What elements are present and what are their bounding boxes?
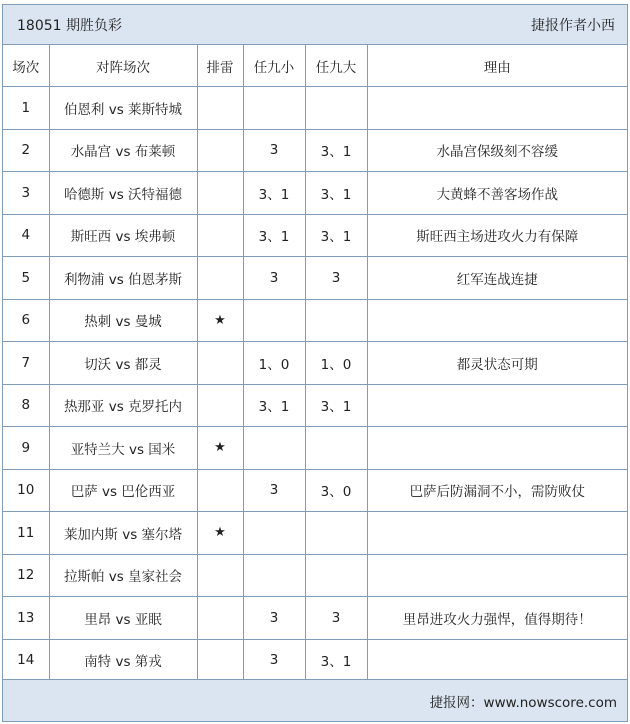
cell-match: 水晶宫 vs 布莱顿 [49, 129, 197, 172]
sheet-title: 18051 期胜负彩 [17, 17, 122, 34]
cell-small: 3 [243, 469, 305, 512]
cell-match: 伯恩利 vs 莱斯特城 [49, 87, 197, 130]
cell-big [305, 299, 367, 342]
cell-mine [197, 639, 243, 682]
author-label: 捷报作者小西 [531, 17, 615, 34]
table-row [3, 342, 627, 385]
cell-reason [367, 87, 627, 130]
cell-big: 3、1 [305, 129, 367, 172]
cell-reason: 巴萨后防漏洞不小，需防败仗 [367, 469, 627, 512]
cell-mine: ★ [197, 299, 243, 342]
cell-mine: ★ [197, 427, 243, 470]
cell-no: 5 [3, 257, 49, 300]
cell-match: 莱加内斯 vs 塞尔塔 [49, 512, 197, 555]
cell-mine [197, 342, 243, 385]
table-row [3, 214, 627, 257]
cell-small: 3 [243, 597, 305, 640]
table-row [3, 427, 627, 470]
cell-mine [197, 554, 243, 597]
cell-mine [197, 129, 243, 172]
lottery-sheet [2, 4, 628, 722]
cell-match: 亚特兰大 vs 国米 [49, 427, 197, 470]
cell-big: 1、0 [305, 342, 367, 385]
table-row [3, 172, 627, 215]
cell-big [305, 87, 367, 130]
cell-small: 3、1 [243, 384, 305, 427]
cell-mine [197, 597, 243, 640]
cell-match: 切沃 vs 都灵 [49, 342, 197, 385]
cell-no: 14 [3, 639, 49, 682]
match-table [3, 45, 627, 682]
cell-small: 3 [243, 129, 305, 172]
cell-small: 3、1 [243, 172, 305, 215]
cell-reason: 斯旺西主场进攻火力有保障 [367, 214, 627, 257]
cell-no: 7 [3, 342, 49, 385]
cell-reason: 都灵状态可期 [367, 342, 627, 385]
table-row [3, 469, 627, 512]
col-header-reason: 理由 [367, 45, 627, 87]
col-header-mine: 排雷 [197, 45, 243, 87]
cell-big: 3、1 [305, 639, 367, 682]
cell-reason [367, 384, 627, 427]
cell-no: 11 [3, 512, 49, 555]
cell-mine [197, 384, 243, 427]
header-row [3, 45, 627, 87]
cell-reason: 大黄蜂不善客场作战 [367, 172, 627, 215]
cell-big: 3 [305, 257, 367, 300]
cell-mine: ★ [197, 512, 243, 555]
cell-small [243, 554, 305, 597]
cell-big: 3、0 [305, 469, 367, 512]
table-row [3, 512, 627, 555]
cell-mine [197, 214, 243, 257]
cell-no: 4 [3, 214, 49, 257]
cell-mine [197, 257, 243, 300]
table-row [3, 87, 627, 130]
cell-match: 拉斯帕 vs 皇家社会 [49, 554, 197, 597]
cell-small: 1、0 [243, 342, 305, 385]
cell-match: 热那亚 vs 克罗托内 [49, 384, 197, 427]
table-row [3, 129, 627, 172]
cell-match: 利物浦 vs 伯恩茅斯 [49, 257, 197, 300]
cell-big: 3、1 [305, 384, 367, 427]
cell-match: 热刺 vs 曼城 [49, 299, 197, 342]
table-row [3, 554, 627, 597]
table-row [3, 299, 627, 342]
cell-small [243, 512, 305, 555]
cell-big: 3 [305, 597, 367, 640]
col-header-big: 任九大 [305, 45, 367, 87]
col-header-match: 对阵场次 [49, 45, 197, 87]
cell-no: 1 [3, 87, 49, 130]
cell-match: 里昂 vs 亚眠 [49, 597, 197, 640]
cell-match: 南特 vs 第戎 [49, 639, 197, 682]
cell-mine [197, 87, 243, 130]
cell-mine [197, 469, 243, 512]
cell-reason [367, 554, 627, 597]
cell-big: 3、1 [305, 172, 367, 215]
cell-match: 哈德斯 vs 沃特福德 [49, 172, 197, 215]
cell-no: 6 [3, 299, 49, 342]
cell-small: 3 [243, 639, 305, 682]
cell-reason [367, 512, 627, 555]
table-row [3, 639, 627, 682]
cell-no: 3 [3, 172, 49, 215]
cell-reason: 里昂进攻火力强悍，值得期待！ [367, 597, 627, 640]
cell-reason [367, 427, 627, 470]
cell-small: 3、1 [243, 214, 305, 257]
cell-big [305, 512, 367, 555]
table-row [3, 597, 627, 640]
footer-bar [3, 679, 627, 721]
cell-small [243, 87, 305, 130]
col-header-small: 任九小 [243, 45, 305, 87]
cell-match: 巴萨 vs 巴伦西亚 [49, 469, 197, 512]
cell-no: 12 [3, 554, 49, 597]
col-header-no: 场次 [3, 45, 49, 87]
cell-small [243, 427, 305, 470]
table-row [3, 384, 627, 427]
cell-big: 3、1 [305, 214, 367, 257]
cell-big [305, 427, 367, 470]
cell-no: 10 [3, 469, 49, 512]
source-label: 捷报网：www.nowscore.com [429, 694, 617, 711]
cell-big [305, 554, 367, 597]
cell-small: 3 [243, 257, 305, 300]
table-row [3, 257, 627, 300]
cell-reason [367, 299, 627, 342]
cell-reason: 红军连战连捷 [367, 257, 627, 300]
cell-mine [197, 172, 243, 215]
cell-no: 13 [3, 597, 49, 640]
cell-match: 斯旺西 vs 埃弗顿 [49, 214, 197, 257]
cell-reason [367, 639, 627, 682]
title-bar [3, 5, 627, 45]
cell-no: 8 [3, 384, 49, 427]
cell-reason: 水晶宫保级刻不容缓 [367, 129, 627, 172]
cell-no: 2 [3, 129, 49, 172]
cell-no: 9 [3, 427, 49, 470]
cell-small [243, 299, 305, 342]
